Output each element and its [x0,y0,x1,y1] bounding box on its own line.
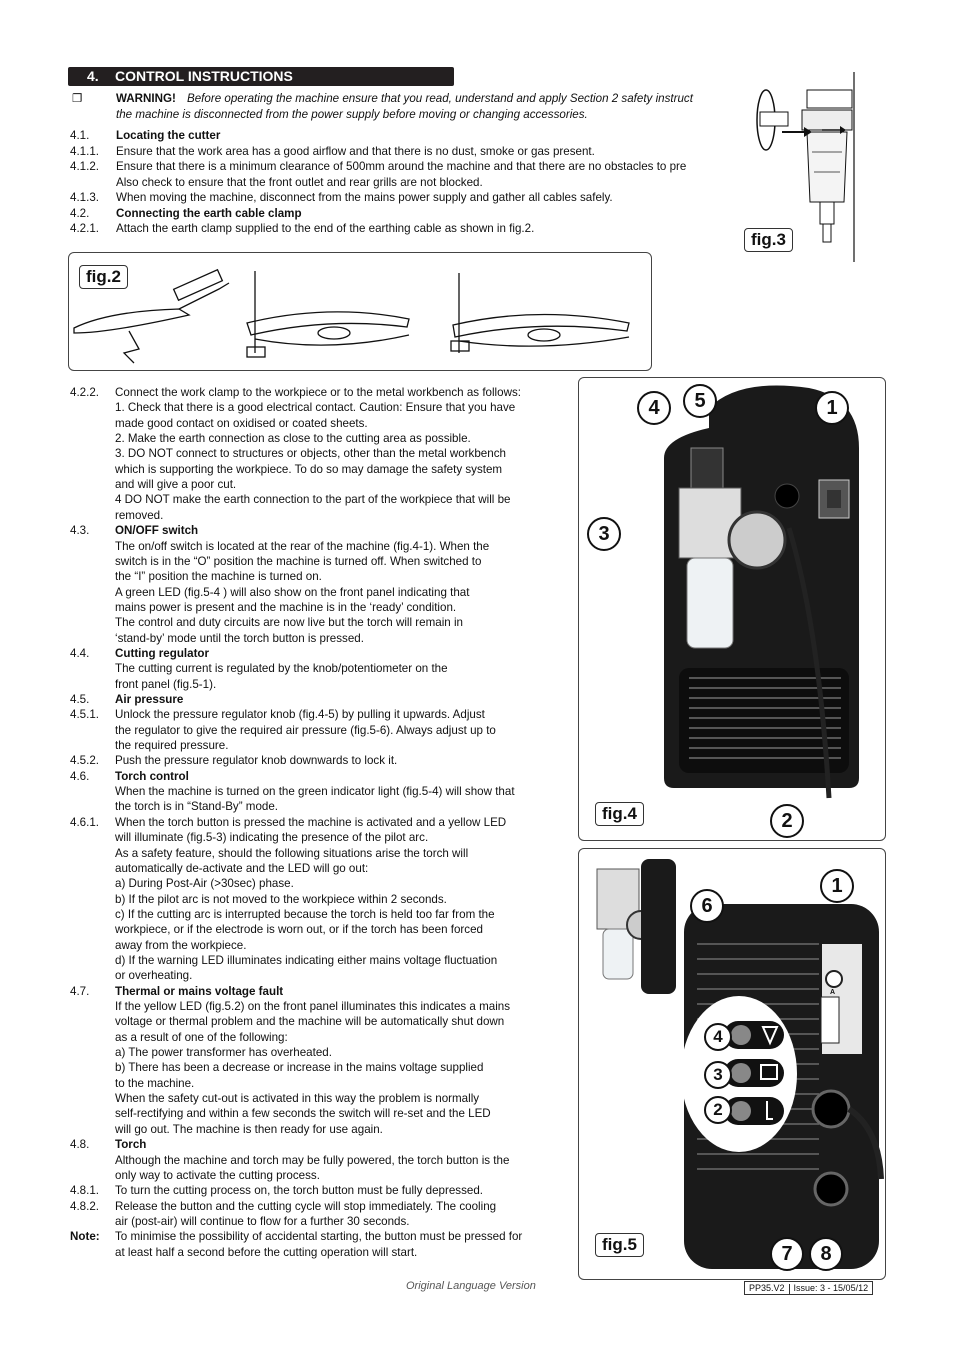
fig4-callout-4: 4 [637,391,671,425]
row-text: 4 DO NOT make the earth connection to the part of the workpiece that will be [115,493,511,507]
fig4-panel [578,377,886,841]
row-heading: Air pressure [115,693,184,706]
row-text: the torch is in “Stand-By” mode. [115,800,279,814]
row-text: made good contact on oxidised or coated sheets. [115,416,368,430]
row-number: 4.5.1. [70,708,100,722]
row-heading: ON/OFF switch [115,524,199,538]
fig5-callout-3: 3 [704,1061,732,1089]
row-text: front panel (fig.5-1). [115,677,217,691]
row-text: self-rectifying and within a few seconds the switch will re-set and the LED [115,1107,491,1121]
row-text: The cutting current is regulated by the knob/potentiometer on the [115,662,448,676]
row-text: and will give a poor cut. [115,478,237,492]
row-text: as a result of one of the following: [115,1030,288,1044]
footer-language: Original Language Version [406,1280,536,1292]
warning-line-1: Before operating the machine ensure that you read, understand and apply Section 2 safety instruct [187,92,693,105]
row-text: To minimise the possibility of accidental starting, the button must be pressed for [115,1230,523,1244]
row-text: The on/off switch is located at the rear of the machine (fig.4-1). When the [115,539,490,553]
row-text: only way to activate the cutting process. [115,1168,320,1182]
footer-issue: Issue: 3 - 15/05/12 [793,1283,869,1293]
row-text: b) There has been a decrease or increase in the mains voltage supplied [115,1061,484,1075]
row-text: As a safety feature, should the following situations arise the torch will [115,846,469,860]
row-text: Although the machine and torch may be fully powered, the torch button is the [115,1153,510,1167]
fig2-label: fig.2 [79,265,128,289]
fig4-label: fig.4 [595,802,644,826]
row-text: workpiece, or if the electrode is worn out, or if the torch has been forced [115,923,483,937]
fig5-panel-letter: A [830,989,836,996]
row-text: b) If the pilot arc is not moved to the workpiece within 2 seconds. [115,892,447,906]
row-number: Note: [70,1230,100,1244]
row-text: switch is in the “O” position the machine is turned off. When switched to [115,554,482,568]
row-text: When the safety cut-out is activated in this way the problem is normally [115,1092,480,1106]
row-text: to the machine. [115,1076,195,1090]
row-number: 4.1.2. [70,160,100,173]
row-number: 4.8. [70,1138,90,1152]
row-text: When moving the machine, disconnect from the mains power supply and gather all cables safely. [116,191,613,204]
row-text: which is supporting the workpiece. To do so may damage the safety system [115,462,503,476]
fig5-label: fig.5 [595,1233,644,1257]
row-text: 2. Make the earth connection as close to the cutting area as possible. [115,432,471,446]
fig4-callout-2: 2 [770,804,804,838]
row-number: 4.3. [70,524,90,538]
earth-clamp-drawing [69,253,649,368]
row-text: will illuminate (fig.5-3) indicating the presence of the pilot arc. [115,831,429,845]
row-number: 4.2. [70,206,90,220]
row-text: A green LED (fig.5-4 ) will also show on the front panel indicating that [115,585,470,599]
section-header [68,67,454,86]
warning-label: WARNING! [116,92,176,105]
row-number: 4.6. [70,769,90,783]
fig5-callout-1: 1 [820,869,854,903]
section-title: CONTROL INSTRUCTIONS [115,68,293,84]
row-text: Also check to ensure that the front outlet and rear grills are not blocked. [116,175,483,189]
row-text: voltage or thermal problem and the machine will be automatically shut down [115,1015,505,1029]
row-text: a) During Post-Air (>30sec) phase. [115,877,294,891]
row-number: 4.2.2. [70,386,100,399]
row-text: Connect the work clamp to the workpiece or to the metal workbench as follows: [115,386,521,399]
row-text: air (post-air) will continue to flow for a further 30 seconds. [115,1214,410,1228]
row-number: 4.4. [70,646,90,660]
row-number: 4.7. [70,984,90,998]
fig5-callout-8: 8 [809,1237,843,1271]
row-text: the required pressure. [115,739,229,753]
section-number: 4. [87,68,99,84]
row-heading: Cutting regulator [115,646,210,660]
row-text: at least half a second before the cutting operation will start. [115,1245,418,1259]
row-text: If the yellow LED (fig.5.2) on the front panel illuminates this indicates a mains [115,1000,511,1013]
footer-reference [744,1281,873,1295]
row-heading: Locating the cutter [116,129,221,142]
row-text: Attach the earth clamp supplied to the end of the earthing cable as shown in fig.2. [116,222,535,235]
machine-front-photo [579,849,885,1279]
row-text: When the machine is turned on the green indicator light (fig.5-4) will show that [115,785,515,799]
row-text: Ensure that the work area has a good airflow and that there is no dust, smoke or gas present. [116,144,595,158]
warning-bullet-icon: ❐ [72,92,83,105]
row-heading: Torch control [115,769,189,783]
row-number: 4.1. [70,129,90,142]
row-text: will go out. The machine is then ready for use again. [115,1122,383,1136]
fig5-panel [578,848,886,1280]
row-text: the regulator to give the required air pressure (fig.5-6). Always adjust up to [115,723,496,737]
row-text: Unlock the pressure regulator knob (fig.4-5) by pulling it upwards. Adjust [115,708,485,722]
row-number: 4.2.1. [70,222,100,235]
row-number: 4.1.1. [70,144,100,158]
row-text: d) If the warning LED illuminates indicating either mains voltage fluctuation [115,953,498,967]
fig5-callout-6: 6 [690,889,724,923]
row-number: 4.5.2. [70,754,100,768]
row-text: c) If the cutting arc is interrupted because the torch is held too far from the [115,907,495,921]
row-text: mains power is present and the machine is in the ‘ready’ condition. [115,600,457,614]
row-heading: Thermal or mains voltage fault [115,984,284,998]
row-text: When the torch button is pressed the machine is activated and a yellow LED [115,815,507,829]
row-text: To turn the cutting process on, the torch button must be fully depressed. [115,1184,483,1198]
row-number: 4.5. [70,693,90,706]
fig5-callout-2: 2 [704,1096,732,1124]
fig4-callout-3: 3 [587,517,621,551]
row-text: away from the workpiece. [115,938,247,952]
row-text: a) The power transformer has overheated. [115,1046,332,1060]
fig4-callout-5: 5 [683,384,717,418]
fig3-label: fig.3 [744,228,793,252]
row-text: Release the button and the cutting cycle will stop immediately. The cooling [115,1199,497,1213]
fig5-callout-7: 7 [770,1237,804,1271]
fig2-panel [68,252,652,371]
row-heading: Torch [115,1138,147,1152]
row-text: Push the pressure regulator knob downwards to lock it. [115,754,398,768]
fig5-callout-4: 4 [704,1023,732,1051]
row-text: ‘stand-by’ mode until the torch button is pressed. [115,631,364,645]
machine-rear-photo [579,378,885,840]
row-number: 4.8.2. [70,1199,100,1213]
row-number: 4.6.1. [70,815,100,829]
row-text: automatically de-activate and the LED will go out: [115,861,369,875]
row-number: 4.8.1. [70,1184,100,1198]
fig4-callout-1: 1 [815,391,849,425]
row-text: The control and duty circuits are now live but the torch will remain in [115,616,463,630]
row-text: 1. Check that there is a good electrical contact. Caution: Ensure that you have [115,401,516,415]
row-number: 4.1.3. [70,191,100,204]
row-text: 3. DO NOT connect to structures or objects, other than the metal workbench [115,447,506,461]
warning-line-2: the machine is disconnected from the power supply before moving or changing accessories. [116,108,588,121]
row-heading: Connecting the earth cable clamp [116,206,302,220]
footer-model: PP35.V2 [749,1283,785,1293]
row-text: or overheating. [115,969,193,983]
row-text: Ensure that there is a minimum clearance of 500mm around the machine and that there are no obstacles to pre [116,160,687,173]
row-text: the “I” position the machine is turned on. [115,570,322,584]
row-text: removed. [115,508,164,522]
